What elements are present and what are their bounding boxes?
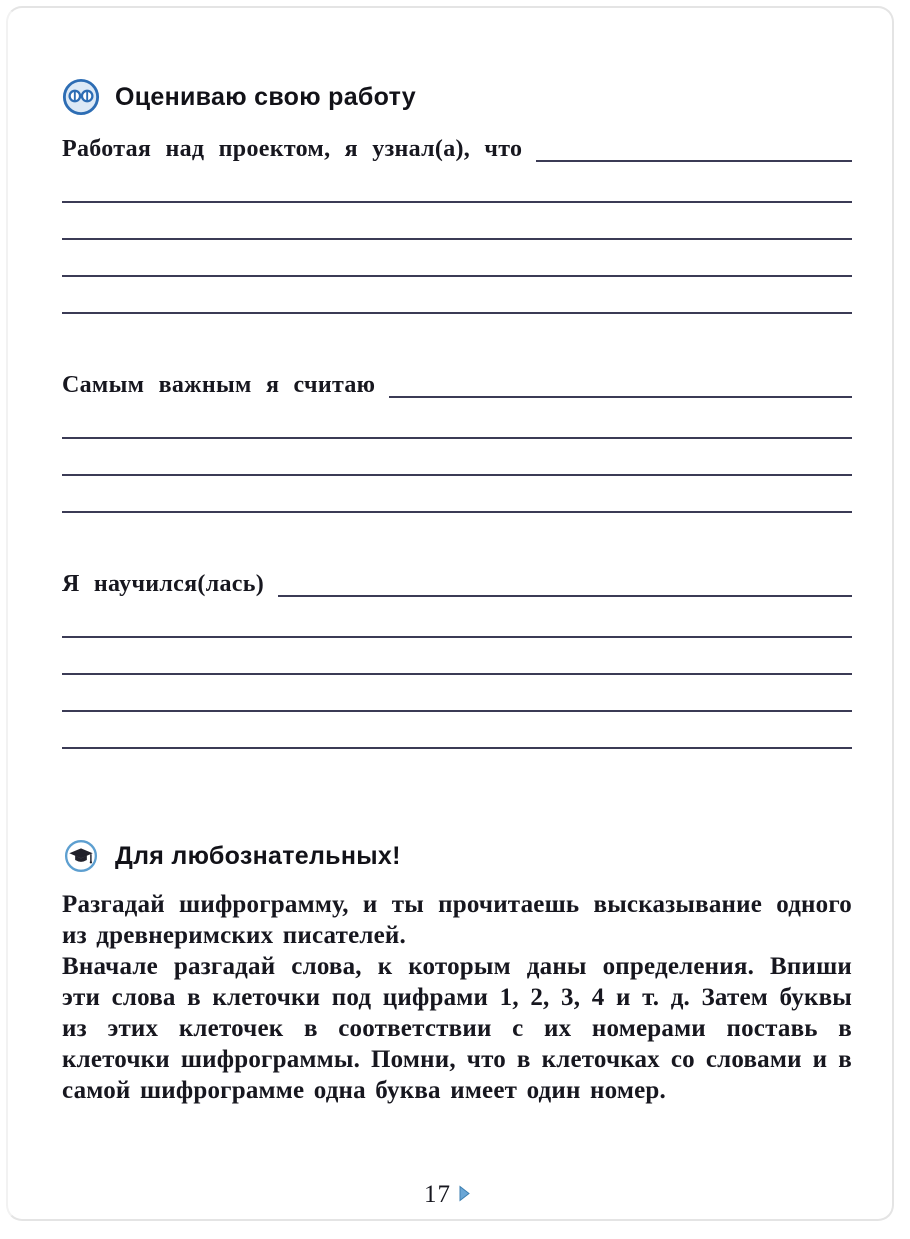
prompt-text: Работая над проектом, я узнал(а), что <box>62 136 523 162</box>
writing-lines <box>62 601 852 749</box>
prompt-block <box>62 368 852 513</box>
writing-line <box>62 675 852 712</box>
glasses-smiley-icon <box>62 78 100 116</box>
prompt-text: Я научился(лась) <box>62 571 264 597</box>
section-header <box>62 78 852 116</box>
writing-line <box>62 439 852 476</box>
graduation-cap-icon <box>62 837 100 875</box>
page-arrow-icon <box>458 1181 470 1209</box>
prompt-block <box>62 132 852 314</box>
prompt-text: Самым важным я считаю <box>62 372 376 398</box>
task-paragraph: Вначале разгадай слова, к которым даны определения. Впиши эти слова в клеточки под цифрами 1, 2, 3, 4 и т. д. Затем буквы из этих клеточек в соответствии с их номерами поставь в клеточки шифрограммы. Помни, что в клеточках со словами и в самой шифрограмме одна буква имеет один номер. <box>62 953 852 1104</box>
self-assessment-section <box>62 78 852 749</box>
prompt-block <box>62 567 852 749</box>
prompt-row <box>62 368 852 402</box>
writing-line <box>62 712 852 749</box>
writing-lines <box>62 402 852 513</box>
writing-line <box>62 166 852 203</box>
writing-line <box>62 203 852 240</box>
writing-line <box>62 277 852 314</box>
curious-section <box>62 837 852 1106</box>
page-footer <box>0 1181 894 1209</box>
task-paragraphs <box>62 889 852 1106</box>
prompt-row <box>62 567 852 601</box>
writing-line <box>62 402 852 439</box>
prompt-row <box>62 132 852 166</box>
writing-line <box>62 601 852 638</box>
writing-lines <box>62 166 852 314</box>
section-title: Оцениваю свою работу <box>115 82 416 111</box>
writing-line <box>62 240 852 277</box>
page-number: 17 <box>424 1181 451 1208</box>
section-header <box>62 837 852 875</box>
writing-line <box>62 476 852 513</box>
task-paragraph: Разгадай шифрограмму, и ты прочитаешь высказывание одного из древнеримских писателей. <box>62 891 852 949</box>
answer-blank <box>389 396 852 398</box>
answer-blank <box>278 595 852 597</box>
writing-line <box>62 638 852 675</box>
answer-blank <box>536 160 852 162</box>
section-title: Для любознательных! <box>115 841 401 870</box>
